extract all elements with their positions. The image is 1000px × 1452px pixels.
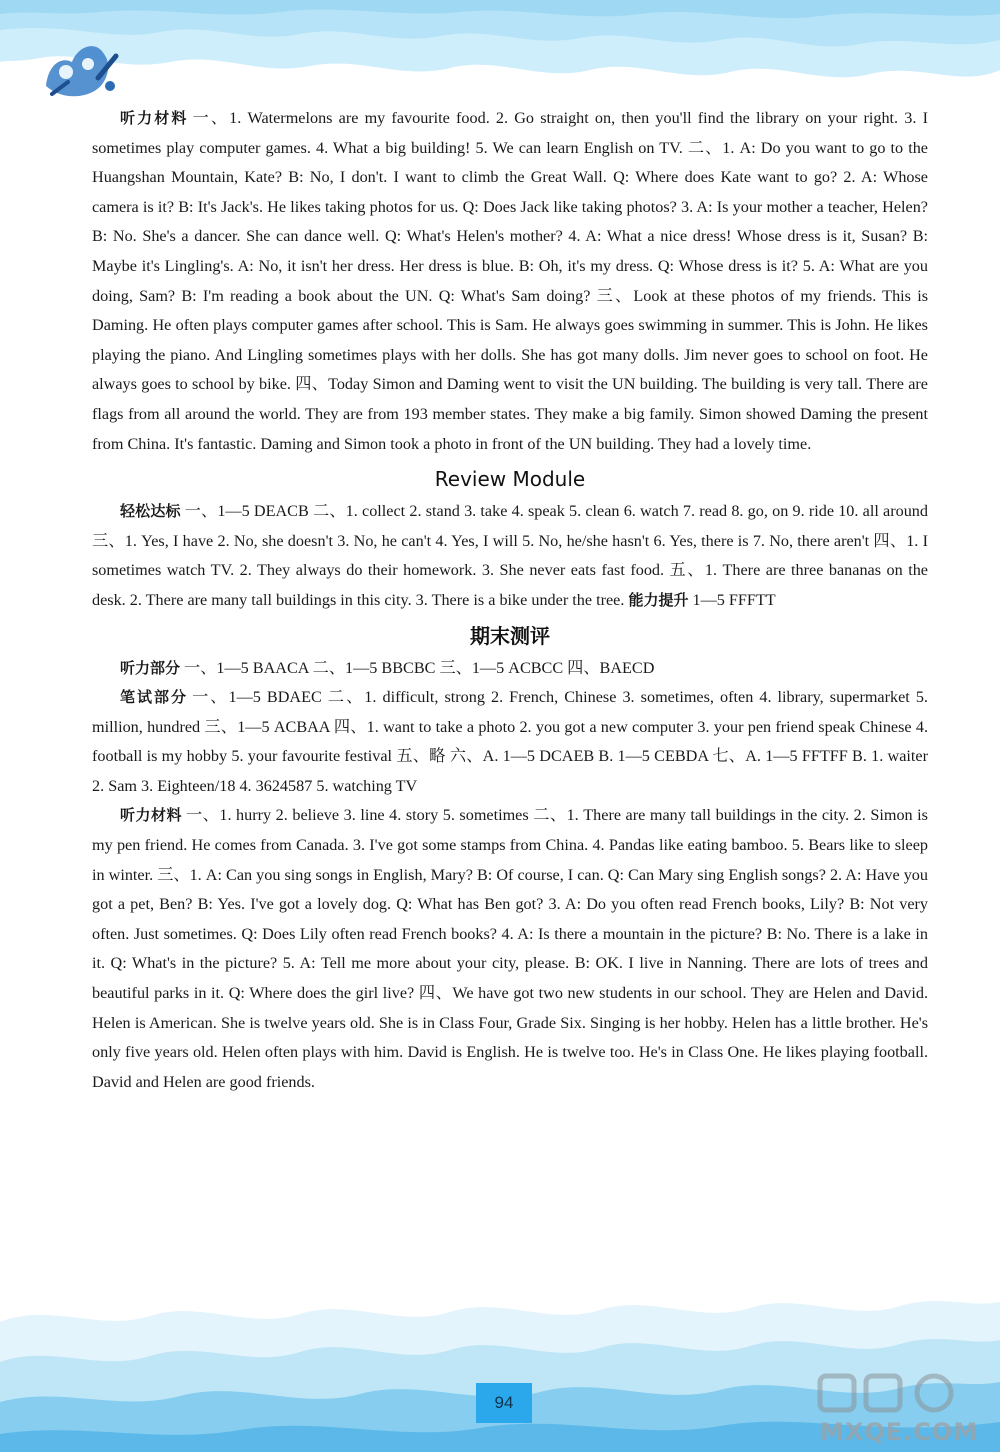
section-label: 轻松达标 bbox=[120, 502, 181, 521]
final-test-title: 期末测评 bbox=[470, 623, 550, 648]
paragraph-text: 一、1—5 DEACB 二、1. collect 2. stand 3. take 4. speak 5. clean 6. watch 7. read 8. go, on 9. ride 10. all around 三、1. Yes, I have 2. No, she doesn't 3. No, he can't 4. Yes, I will 5. No, he/she hasn't 6. Yes, there is 7. No, there aren't 四、1. I sometimes watch TV. 2. They always do their homework. 3. She never eats fast food. 五、1. There are three bananas on the desk. 2. There are many tall buildings in this city. 3. There is a bike under the tree. bbox=[92, 502, 928, 609]
paragraph-text: 一、1—5 BDAEC 二、1. difficult, strong 2. French, Chinese 3. sometimes, often 4. library, supermarket 5. million, hundred 三、1—5 ACBAA 四、1. want to take a photo 2. you got a new computer 3. your pen friend speak Chinese 4. football is my hobby 5. your favourite festival 五、略 六、A. 1—5 DCAEB B. 1—5 CEBDA 七、A. 1—5 FFTFF B. 1. waiter 2. Sam 3. Eighteen/18 4. 3624587 5. watching TV bbox=[92, 688, 928, 795]
section-label: 听力材料 bbox=[120, 109, 189, 127]
listening-material-paragraph bbox=[92, 104, 928, 459]
listening-answers-paragraph bbox=[92, 654, 928, 684]
sports-kids-logo-icon bbox=[38, 26, 122, 106]
answer-content bbox=[92, 104, 928, 1097]
watermark-text: MXQE.COM bbox=[820, 1418, 979, 1446]
section-label: 能力提升 bbox=[628, 590, 689, 609]
section-label: 听力材料 bbox=[120, 806, 182, 825]
written-answers-paragraph bbox=[92, 683, 928, 801]
paragraph-text: 一、1. Watermelons are my favourite food. 2. Go straight on, then you'll find the library on your right. 3. I sometimes play computer games. 4. What a big building! 5. We can learn English on TV. 二、1. A: Do you want to go to the Huangshan Mountain, Kate? B: No, I don't. I want to climb the Great Wall. Q: Where does Kate want to go? 2. A: Whose camera is it? B: It's Jack's. He likes taking photos for us. Q: Does Jack like taking photos? 3. A: Is your mother a teacher, Helen? B: No. She's a dancer. She can dance well. Q: What's Helen's mother? 4. A: What a nice dress! Whose dress is it, Susan? B: Maybe it's Lingling's. A: No, it isn't her dress. Her dress is blue. B: Oh, it's my dress. Q: Whose dress is it? 5. A: What are you doing, Sam? B: I'm reading a book about the UN. Q: What's Sam doing? 三、Look at these photos of my friends. This is Daming. He often plays computer games after school. This is Sam. He always goes swimming in summer. This is John. He likes playing the piano. And Lingling sometimes plays with her dolls. She has got many dolls. Jim never goes to school on foot. He always goes to school by bike. 四、Today Simon and Daming went to visit the UN building. The building is very tall. There are flags from all around the world. They are from 193 member states. They make a big family. Simon showed Daming the present from China. It's fantastic. Daming and Simon took a photo in front of the UN building. They had a lovely time. bbox=[92, 109, 928, 453]
paragraph-text: 一、1—5 BAACA 二、1—5 BBCBC 三、1—5 ACBCC 四、BAECD bbox=[184, 658, 655, 677]
final-listening-material-paragraph bbox=[92, 801, 928, 1097]
review-answers-paragraph bbox=[92, 497, 928, 615]
page-number: 94 bbox=[476, 1383, 532, 1423]
section-label: 笔试部分 bbox=[120, 688, 189, 707]
section-label: 听力部分 bbox=[120, 658, 181, 677]
top-wave-decoration bbox=[0, 0, 1000, 110]
paragraph-text: 一、1. hurry 2. believe 3. line 4. story 5. sometimes 二、1. There are many tall buildings in the city. 2. Simon is my pen friend. He comes from Canada. 3. I've got some stamps from China. 4. Pandas like eating bamboo. 5. Bears like to sleep in winter. 三、1. A: Can you sing songs in English, Mary? B: Of course, I can. Q: Can Mary sing English songs? 2. A: Have you got a pet, Ben? B: Yes. I've got a lovely dog. Q: What has Ben got? 3. A: Do you often read French books, Lily? B: Not very often. Just sometimes. Q: Does Lily often read French books? 4. A: Is there a mountain in the picture? B: No. There is a lake in it. Q: What's in the picture? 5. A: Tell me more about your city, please. B: OK. I live in Nanning. There are lots of trees and beautiful parks in it. Q: Where does the girl live? 四、We have got two new students in our school. They are Helen and David. Helen is American. She is twelve years old. She is in Class Four, Grade Six. Singing is her hobby. Helen has a little brother. He's only five years old. Helen often plays with him. David is English. He is twelve too. He's in Class One. He likes playing football. David and Helen are good friends. bbox=[92, 806, 928, 1091]
review-module-title: Review Module bbox=[434, 467, 586, 492]
paragraph-text: 1—5 FFFTT bbox=[692, 590, 776, 609]
